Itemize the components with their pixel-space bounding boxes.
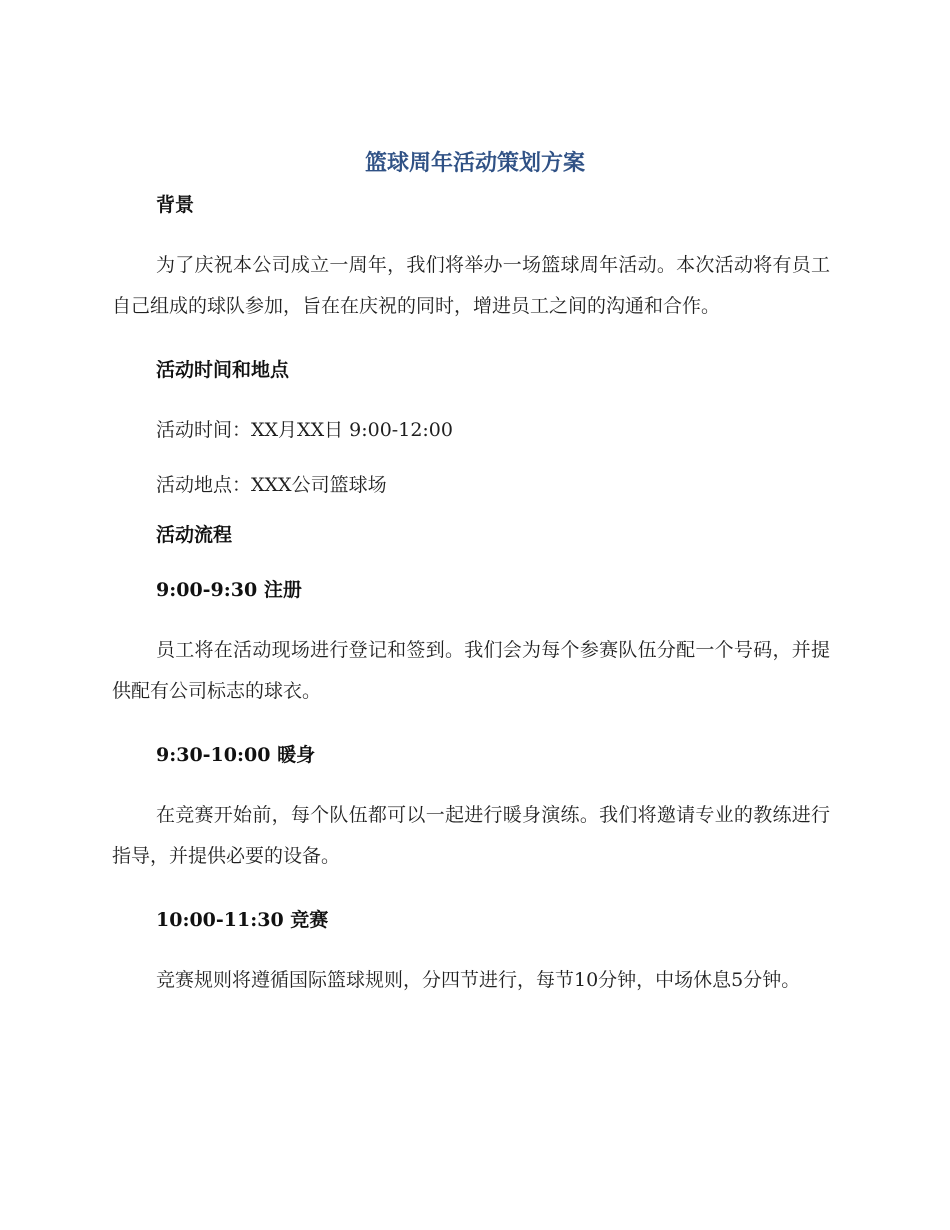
section-heading-background: 背景 <box>156 194 195 216</box>
paragraph-time: 活动时间：XX月XX日 9:00-12:00 <box>156 419 453 441</box>
paragraph-warmup: 在竞赛开始前，每个队伍都可以一起进行暖身演练。我们将邀请专业的教练进行指导，并提供必要的设备。 <box>112 804 830 867</box>
document-title: 篮球周年活动策划方案 <box>364 151 585 176</box>
section-heading-time-place: 活动时间和地点 <box>156 359 290 381</box>
section-heading-flow: 活动流程 <box>156 524 233 546</box>
paragraph-place: 活动地点：XXX公司篮球场 <box>156 474 387 496</box>
paragraph-background: 为了庆祝本公司成立一周年，我们将举办一场篮球周年活动。本次活动将有员工自己组成的球队参加，旨在在庆祝的同时，增进员工之间的沟通和合作。 <box>112 254 830 317</box>
document-body <box>112 190 830 1001</box>
step-heading-competition: 10:00-11:30 竞赛 <box>156 909 329 931</box>
step-heading-warmup: 9:30-10:00 暖身 <box>156 744 316 766</box>
paragraph-competition: 竞赛规则将遵循国际篮球规则，分四节进行，每节10分钟，中场休息5分钟。 <box>156 969 801 991</box>
paragraph-register: 员工将在活动现场进行登记和签到。我们会为每个参赛队伍分配一个号码，并提供配有公司标志的球衣。 <box>112 639 830 702</box>
step-heading-register: 9:00-9:30 注册 <box>156 579 302 601</box>
